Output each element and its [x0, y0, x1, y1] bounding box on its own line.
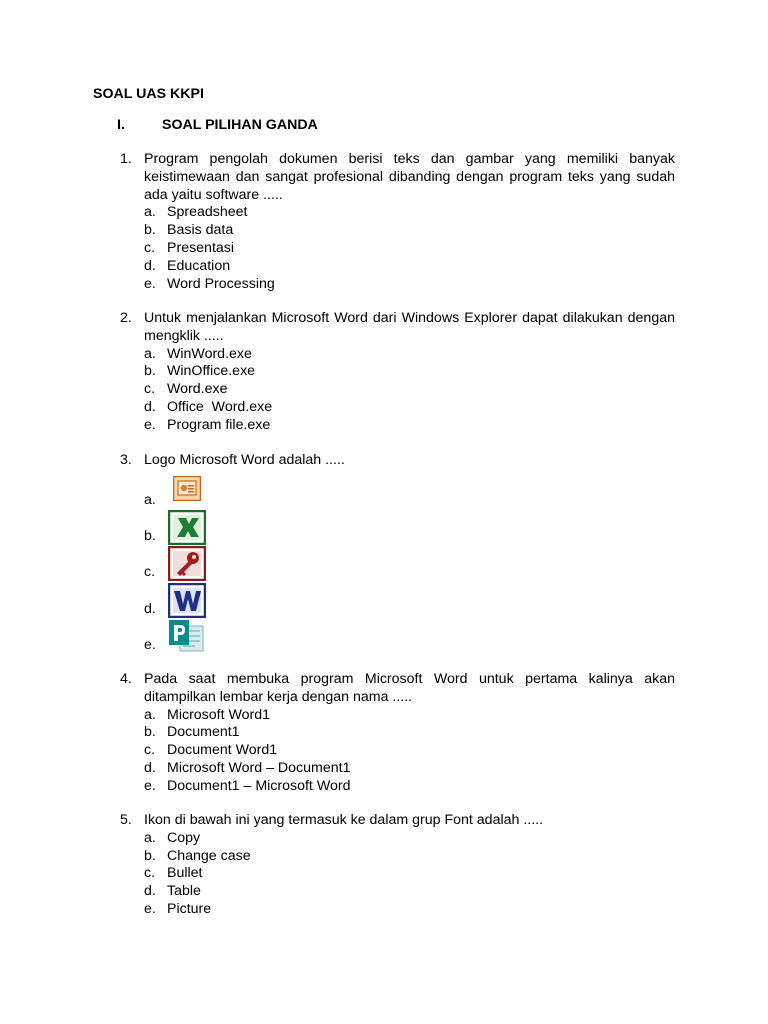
publisher-logo-icon: [168, 619, 204, 653]
option-c: c.: [144, 546, 224, 580]
option-d: d. Office Word.exe: [144, 398, 273, 415]
option-text: Spreadsheet: [167, 204, 248, 221]
option-text: Office Word.exe: [167, 398, 273, 415]
option-a: a. WinWord.exe: [144, 345, 252, 362]
option-a: a.: [144, 474, 224, 508]
option-a: a. Copy: [144, 829, 201, 846]
option-text: Microsoft Word – Document1: [167, 759, 351, 776]
question-3: [120, 452, 675, 470]
option-d: d. Microsoft Word – Document1: [144, 759, 351, 776]
option-text: Document Word1: [167, 742, 278, 759]
option-text: Document1: [167, 724, 240, 741]
powerpoint-logo-icon: [173, 476, 201, 501]
option-b: b. Change case: [144, 847, 251, 864]
question-text: Untuk menjalankan Microsoft Word dari Windows Explorer dapat dilakukan dengan mengklik .....: [144, 310, 675, 344]
option-c: c. Document Word1: [144, 742, 278, 759]
option-c: c. Presentasi: [144, 239, 235, 256]
option-text: Bullet: [167, 865, 203, 882]
question-text: Program pengolah dokumen berisi teks dan gambar yang memiliki banyak keistimewaan dan sangat profesional dibanding dengan program teks yang sudah ada yaitu software .....: [144, 151, 675, 203]
question-1: [120, 151, 675, 293]
option-text: Program file.exe: [167, 416, 271, 433]
option-d: d.: [144, 583, 224, 617]
question-number: 2.: [120, 310, 132, 326]
option-c: c. Word.exe: [144, 381, 228, 398]
option-e: e. Word Processing: [144, 275, 275, 292]
option-b: b.: [144, 510, 224, 544]
option-a: a. Microsoft Word1: [144, 706, 271, 723]
option-text: Word Processing: [167, 275, 275, 292]
option-text: Document1 – Microsoft Word: [167, 777, 351, 794]
logo-options: [144, 474, 344, 654]
option-e: e. Program file.exe: [144, 416, 271, 433]
question-text: Logo Microsoft Word adalah .....: [144, 452, 345, 468]
question-number: 1.: [120, 151, 132, 167]
option-b: b. WinOffice.exe: [144, 363, 256, 380]
excel-logo-icon: [168, 510, 206, 545]
question-number: 4.: [120, 671, 132, 687]
option-a: a. Spreadsheet: [144, 204, 248, 221]
section-title: SOAL PILIHAN GANDA: [162, 117, 318, 133]
section-number: I.: [117, 117, 125, 133]
option-text: Presentasi: [167, 239, 235, 256]
question-2: [120, 310, 675, 435]
option-d: d. Table: [144, 883, 201, 900]
option-b: b. Basis data: [144, 222, 234, 239]
option-text: WinOffice.exe: [167, 363, 256, 380]
option-text: Microsoft Word1: [167, 706, 271, 723]
question-4: [120, 671, 675, 796]
option-text: Picture: [167, 900, 212, 917]
question-number: 5.: [120, 812, 132, 828]
option-text: WinWord.exe: [167, 345, 252, 362]
option-e: e.: [144, 619, 224, 653]
option-text: Change case: [167, 847, 251, 864]
access-logo-icon: [168, 546, 206, 581]
option-e: e. Picture: [144, 900, 212, 917]
question-5: [120, 812, 675, 919]
question-text: Pada saat membuka program Microsoft Word untuk pertama kalinya akan ditampilkan lembar kerja dengan nama .....: [144, 671, 675, 705]
option-text: Copy: [167, 829, 201, 846]
section-heading: [117, 117, 318, 133]
option-text: Table: [167, 883, 201, 900]
option-text: Education: [167, 257, 231, 274]
document-title: SOAL UAS KKPI: [93, 86, 204, 102]
option-b: b. Document1: [144, 724, 240, 741]
option-text: Word.exe: [167, 381, 228, 398]
question-text: Ikon di bawah ini yang termasuk ke dalam grup Font adalah .....: [144, 812, 544, 828]
word-logo-icon: [168, 583, 206, 618]
question-number: 3.: [120, 452, 132, 468]
option-c: c. Bullet: [144, 865, 203, 882]
option-e: e. Document1 – Microsoft Word: [144, 777, 351, 794]
option-d: d. Education: [144, 257, 231, 274]
option-text: Basis data: [167, 222, 234, 239]
